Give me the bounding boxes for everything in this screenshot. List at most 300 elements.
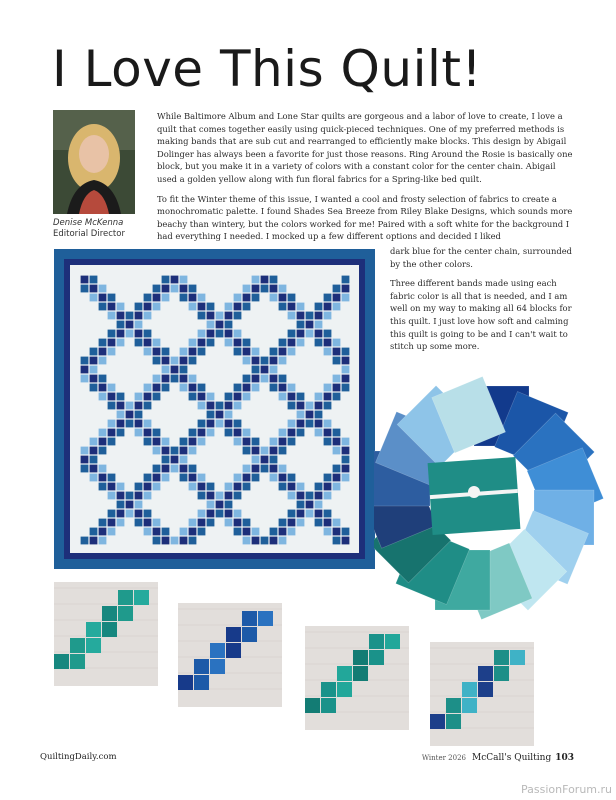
quilt-square: [162, 528, 170, 536]
quilt-square: [99, 393, 107, 401]
quilt-square: [198, 483, 206, 491]
quilt-square: [144, 312, 152, 320]
quilt-square: [180, 537, 188, 545]
quilt-square: [90, 474, 98, 482]
quilt-square: [171, 285, 179, 293]
quilt-square: [288, 474, 296, 482]
quilt-square: [234, 303, 242, 311]
quilt-square: [333, 384, 341, 392]
quilt-square: [162, 537, 170, 545]
quilt-square: [162, 375, 170, 383]
quilt-square: [333, 483, 341, 491]
quilt-square: [117, 330, 125, 338]
quilt-square: [144, 348, 152, 356]
quilt-square: [243, 348, 251, 356]
quilt-square: [162, 474, 170, 482]
quilt-square: [333, 537, 341, 545]
quilt-square: [315, 303, 323, 311]
quilt-square: [333, 375, 341, 383]
quilt-square: [225, 339, 233, 347]
block-photo: [54, 582, 158, 686]
footer-magazine: McCall's Quilting: [472, 753, 552, 763]
quilt-square: [207, 519, 215, 527]
block-patch: [226, 627, 241, 642]
block-patch: [194, 675, 209, 690]
quilt-square: [189, 384, 197, 392]
quilt-square: [90, 348, 98, 356]
quilt-square: [171, 375, 179, 383]
page-number: 103: [555, 753, 574, 763]
quilt-square: [216, 510, 224, 518]
quilt-square: [117, 312, 125, 320]
quilt-square: [189, 375, 197, 383]
quilt-square: [108, 384, 116, 392]
quilt-square: [252, 348, 260, 356]
quilt-square: [279, 357, 287, 365]
quilt-square: [243, 483, 251, 491]
quilt-square: [180, 375, 188, 383]
quilt-square: [216, 321, 224, 329]
block-patch: [385, 634, 400, 649]
quilt-square: [252, 357, 260, 365]
quilt-square: [288, 312, 296, 320]
quilt-square: [180, 366, 188, 374]
block-patch: [102, 622, 117, 637]
quilt-square: [135, 501, 143, 509]
quilt-square: [306, 501, 314, 509]
quilt-square: [198, 492, 206, 500]
quilt-square: [198, 348, 206, 356]
quilt-square: [234, 510, 242, 518]
quilt-square: [198, 402, 206, 410]
quilt-square: [108, 312, 116, 320]
quilt-square: [342, 357, 350, 365]
quilt-square: [243, 519, 251, 527]
block-patch: [337, 682, 352, 697]
quilt-square: [324, 312, 332, 320]
block-photo: [430, 642, 534, 746]
quilt-square: [306, 321, 314, 329]
quilt-square: [243, 375, 251, 383]
quilt-square: [99, 429, 107, 437]
quilt-square: [144, 402, 152, 410]
quilt-square: [117, 393, 125, 401]
quilt-square: [189, 339, 197, 347]
quilt-square: [225, 393, 233, 401]
quilt-square: [162, 465, 170, 473]
quilt-square: [207, 429, 215, 437]
quilt-square: [315, 339, 323, 347]
quilt-square: [135, 519, 143, 527]
quilt-square: [153, 339, 161, 347]
quilt-square: [198, 474, 206, 482]
block-patch: [118, 590, 133, 605]
quilt-square: [144, 420, 152, 428]
quilt-square: [207, 501, 215, 509]
quilt-square: [243, 447, 251, 455]
block-patch: [337, 666, 352, 681]
quilt-square: [117, 429, 125, 437]
quilt-square: [315, 393, 323, 401]
quilt-square: [126, 420, 134, 428]
quilt-square: [171, 276, 179, 284]
quilt-square: [99, 285, 107, 293]
quilt-square: [243, 339, 251, 347]
quilt-square: [180, 474, 188, 482]
quilt-square: [180, 357, 188, 365]
quilt-square: [279, 393, 287, 401]
paragraph: dark blue for the center chain, surrounded by the other colors.: [390, 246, 573, 269]
quilt-square: [180, 438, 188, 446]
quilt-square: [99, 348, 107, 356]
quilt-square: [108, 438, 116, 446]
quilt-square: [324, 492, 332, 500]
quilt-square: [297, 420, 305, 428]
quilt-square: [306, 510, 314, 518]
quilt-square: [252, 384, 260, 392]
quilt-square: [99, 438, 107, 446]
block-patch: [305, 698, 320, 713]
quilt-square: [252, 276, 260, 284]
quilt-square: [261, 465, 269, 473]
quilt-square: [288, 384, 296, 392]
quilt-square: [279, 528, 287, 536]
quilt-square: [333, 528, 341, 536]
quilt-square: [225, 510, 233, 518]
quilt-square: [126, 510, 134, 518]
quilt-square: [180, 456, 188, 464]
block-patch: [194, 659, 209, 674]
author-name: Denise McKenna: [53, 218, 124, 228]
quilt-square: [243, 528, 251, 536]
block-patch: [226, 643, 241, 658]
quilt-square: [279, 537, 287, 545]
quilt-square: [135, 312, 143, 320]
quilt-square: [324, 510, 332, 518]
quilt-square: [189, 303, 197, 311]
quilt-square: [315, 402, 323, 410]
quilt-square: [243, 474, 251, 482]
article-column: [390, 245, 578, 360]
quilt-square: [342, 447, 350, 455]
quilt-square: [279, 447, 287, 455]
quilt-square: [207, 402, 215, 410]
quilt-square: [135, 393, 143, 401]
quilt-square: [270, 285, 278, 293]
fabric-bundle: [374, 376, 604, 620]
quilt-square: [324, 348, 332, 356]
quilt-square: [333, 285, 341, 293]
quilt-square: [252, 375, 260, 383]
quilt-square: [270, 438, 278, 446]
quilt-square: [270, 276, 278, 284]
quilt-square: [90, 456, 98, 464]
quilt-square: [279, 303, 287, 311]
quilt-square: [279, 375, 287, 383]
quilt-square: [324, 402, 332, 410]
quilt-square: [153, 474, 161, 482]
footer-website: QuiltingDaily.com: [40, 752, 117, 762]
quilt-square: [288, 303, 296, 311]
quilt-square: [324, 294, 332, 302]
quilt-square: [99, 483, 107, 491]
quilt-square: [333, 429, 341, 437]
quilt-mockup: [54, 249, 375, 569]
quilt-square: [288, 483, 296, 491]
quilt-square: [216, 402, 224, 410]
quilt-square: [342, 465, 350, 473]
quilt-square: [171, 366, 179, 374]
quilt-square: [135, 429, 143, 437]
quilt-square: [153, 294, 161, 302]
quilt-square: [288, 510, 296, 518]
quilt-square: [243, 285, 251, 293]
block-patch: [102, 606, 117, 621]
quilt-square: [297, 429, 305, 437]
quilt-square: [162, 348, 170, 356]
quilt-square: [306, 330, 314, 338]
quilt-square: [189, 483, 197, 491]
quilt-square: [315, 519, 323, 527]
quilt-square: [333, 303, 341, 311]
quilt-square: [243, 465, 251, 473]
quilt-square: [252, 474, 260, 482]
quilt-square: [324, 429, 332, 437]
quilt-square: [297, 501, 305, 509]
quilt-square: [270, 384, 278, 392]
quilt-square: [333, 447, 341, 455]
quilt-square: [216, 312, 224, 320]
article-title: I Love This Quilt!: [52, 40, 482, 98]
quilt-square: [126, 492, 134, 500]
quilt-square: [144, 339, 152, 347]
block-patch: [321, 698, 336, 713]
quilt-square: [225, 501, 233, 509]
quilt-square: [234, 519, 242, 527]
quilt-square: [252, 465, 260, 473]
quilt-square: [207, 312, 215, 320]
quilt-square: [288, 339, 296, 347]
quilt-square: [117, 303, 125, 311]
quilt-square: [198, 438, 206, 446]
quilt-square: [135, 420, 143, 428]
quilt-square: [207, 492, 215, 500]
quilt-square: [342, 294, 350, 302]
quilt-square: [153, 375, 161, 383]
block-patch: [494, 650, 509, 665]
quilt-square: [234, 474, 242, 482]
quilt-square: [288, 420, 296, 428]
quilt-square: [297, 519, 305, 527]
quilt-square: [270, 357, 278, 365]
quilt-square: [234, 294, 242, 302]
quilt-square: [252, 285, 260, 293]
block-patch: [86, 622, 101, 637]
block-patch: [242, 627, 257, 642]
quilt-square: [279, 519, 287, 527]
quilt-square: [90, 528, 98, 536]
quilt-square: [198, 420, 206, 428]
quilt-square: [342, 456, 350, 464]
quilt-square: [90, 438, 98, 446]
footer-folio: [422, 753, 574, 763]
quilt-square: [162, 294, 170, 302]
quilt-square: [342, 276, 350, 284]
author-role: Editorial Director: [53, 229, 125, 239]
quilt-square: [234, 420, 242, 428]
quilt-square: [135, 339, 143, 347]
quilt-square: [207, 303, 215, 311]
quilt-square: [252, 456, 260, 464]
quilt-square: [144, 474, 152, 482]
quilt-square: [225, 303, 233, 311]
block-patch: [478, 682, 493, 697]
quilt-square: [180, 465, 188, 473]
quilt-square: [99, 375, 107, 383]
block-patch: [54, 654, 69, 669]
quilt-square: [252, 366, 260, 374]
quilt-square: [252, 528, 260, 536]
quilt-square: [99, 357, 107, 365]
quilt-square: [288, 348, 296, 356]
quilt-square: [243, 294, 251, 302]
quilt-square: [171, 357, 179, 365]
quilt-square: [288, 528, 296, 536]
quilt-square: [117, 402, 125, 410]
block-patch: [446, 714, 461, 729]
quilt-square: [225, 519, 233, 527]
quilt-square: [234, 438, 242, 446]
quilt-square: [144, 510, 152, 518]
quilt-square: [252, 438, 260, 446]
quilt-square: [198, 510, 206, 518]
quilt-square: [135, 303, 143, 311]
quilt-square: [225, 312, 233, 320]
block-patch: [70, 654, 85, 669]
block-patch: [462, 698, 477, 713]
quilt-square: [180, 528, 188, 536]
quilt-square: [243, 393, 251, 401]
block-patch: [430, 714, 445, 729]
block-patch: [478, 666, 493, 681]
quilt-square: [153, 519, 161, 527]
block-photo: [178, 603, 282, 707]
quilt-square: [297, 411, 305, 419]
block-patch: [369, 634, 384, 649]
quilt-square: [144, 528, 152, 536]
quilt-square: [252, 447, 260, 455]
quilt-square: [198, 339, 206, 347]
quilt-square: [279, 339, 287, 347]
quilt-square: [225, 411, 233, 419]
quilt-square: [189, 438, 197, 446]
quilt-square: [270, 294, 278, 302]
quilt-square: [108, 483, 116, 491]
quilt-square: [333, 519, 341, 527]
quilt-square: [333, 339, 341, 347]
quilt-square: [207, 321, 215, 329]
quilt-square: [252, 537, 260, 545]
quilt-square: [315, 420, 323, 428]
quilt-square: [297, 321, 305, 329]
quilt-square: [189, 519, 197, 527]
quilt-square: [108, 402, 116, 410]
quilt-square: [252, 294, 260, 302]
quilt-square: [153, 303, 161, 311]
quilt-square: [171, 465, 179, 473]
quilt-square: [297, 402, 305, 410]
quilt-square: [162, 366, 170, 374]
quilt-square: [162, 447, 170, 455]
quilt-square: [81, 375, 89, 383]
block-patch: [353, 650, 368, 665]
quilt-square: [117, 420, 125, 428]
article-body: [157, 110, 575, 250]
quilt-square: [306, 411, 314, 419]
quilt-square: [189, 285, 197, 293]
quilt-square: [90, 447, 98, 455]
quilt-square: [279, 348, 287, 356]
quilt-square: [315, 483, 323, 491]
quilt-square: [198, 384, 206, 392]
quilt-square: [288, 492, 296, 500]
quilt-square: [99, 294, 107, 302]
quilt-square: [126, 312, 134, 320]
quilt-square: [99, 537, 107, 545]
block-patch: [134, 590, 149, 605]
quilt-square: [90, 276, 98, 284]
quilt-square: [153, 384, 161, 392]
quilt-square: [234, 528, 242, 536]
paragraph: Three different bands made using each fabric color is all that is needed, and I am well on my way to making all 64 blocks for this quilt. I just love how soft and calming this quilt is going to be and I can't wait to stitch up some more.: [390, 278, 572, 352]
quilt-square: [189, 528, 197, 536]
quilt-square: [81, 447, 89, 455]
quilt-square: [234, 393, 242, 401]
block-patch: [86, 638, 101, 653]
quilt-square: [270, 456, 278, 464]
quilt-square: [153, 348, 161, 356]
quilt-square: [180, 447, 188, 455]
quilt-square: [270, 537, 278, 545]
quilt-square: [288, 330, 296, 338]
quilt-square: [198, 393, 206, 401]
quilt-square: [189, 357, 197, 365]
quilt-square: [207, 420, 215, 428]
quilt-square: [342, 366, 350, 374]
quilt-square: [108, 339, 116, 347]
quilt-square: [243, 384, 251, 392]
quilt-square: [117, 492, 125, 500]
quilt-square: [315, 330, 323, 338]
quilt-square: [162, 456, 170, 464]
quilt-square: [225, 492, 233, 500]
quilt-square: [99, 519, 107, 527]
quilt-square: [261, 456, 269, 464]
quilt-square: [153, 357, 161, 365]
quilt-square: [90, 537, 98, 545]
quilt-square: [315, 492, 323, 500]
author-caption: [53, 218, 125, 240]
quilt-square: [144, 303, 152, 311]
quilt-square: [144, 438, 152, 446]
quilt-square: [297, 312, 305, 320]
quilt-square: [261, 375, 269, 383]
quilt-square: [198, 303, 206, 311]
quilt-square: [117, 501, 125, 509]
quilt-square: [225, 330, 233, 338]
quilt-square: [180, 294, 188, 302]
quilt-square: [117, 411, 125, 419]
